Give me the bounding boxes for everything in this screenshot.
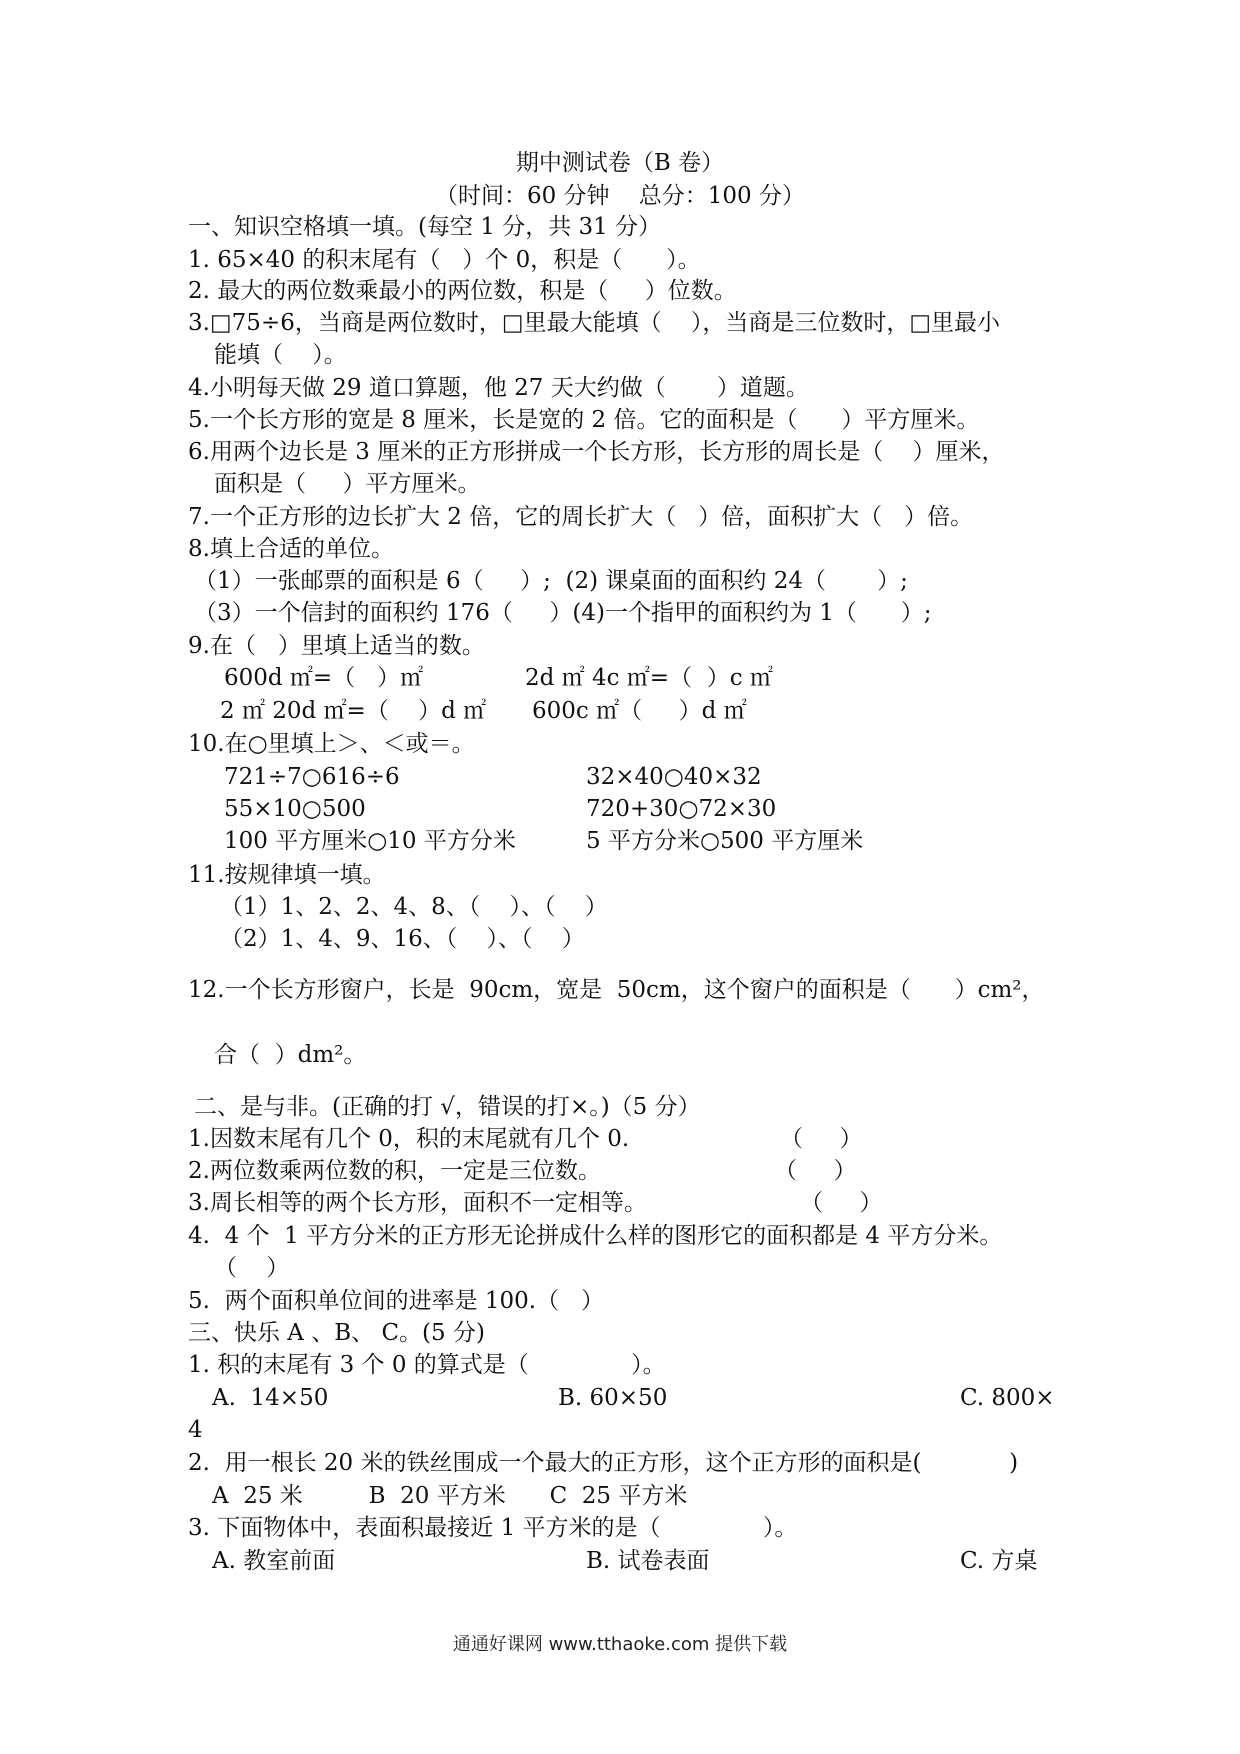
question-1-6: 6.用两个边长是 3 厘米的正方形拼成一个长方形，长方形的周长是（ ）厘米， — [188, 439, 1005, 465]
option-3-1-c: C. 800× — [960, 1385, 1055, 1411]
option-3-1-b: B. 60×50 — [558, 1385, 668, 1411]
question-1-9-a: 600d ㎡=（ ）㎡ — [224, 665, 424, 691]
question-1-9-d: 600c ㎡（ ）d ㎡ — [532, 698, 747, 724]
question-3-2: 2. 用一根长 20 米的铁丝围成一个最大的正方形，这个正方形的面积是( ) — [188, 1450, 1019, 1476]
question-1-10: 10.在○里填上＞、＜或＝。 — [188, 731, 475, 757]
question-1-7: 7.一个正方形的边长扩大 2 倍，它的周长扩大（ ）倍，面积扩大（ ）倍。 — [188, 504, 974, 530]
page-footer: 通通好课网 www.tthaoke.com 提供下载 — [452, 1634, 788, 1655]
question-1-8-row2: （3）一个信封的面积约 176（ ）(4)一个指甲的面积约为 1（ ）; — [194, 600, 932, 626]
question-1-1: 1. 65×40 的积末尾有（ ）个 0，积是（ ）。 — [188, 247, 701, 273]
question-1-3: 3.□75÷6，当商是两位数时，□里最大能填（ ），当商是三位数时，□里最小 — [188, 310, 1001, 336]
question-2-4-cont: （ ） — [214, 1255, 290, 1281]
page-subtitle: （时间：60 分钟 总分：100 分） — [434, 183, 806, 209]
question-1-8: 8.填上合适的单位。 — [188, 536, 394, 562]
question-1-9-b: 2d ㎡ 4c ㎡=（ ）c ㎡ — [525, 665, 773, 691]
question-2-3: 3.周长相等的两个长方形，面积不一定相等。 — [188, 1190, 647, 1216]
option-3-3-b: B. 试卷表面 — [586, 1548, 710, 1574]
option-3-1-c-cont: 4 — [188, 1417, 203, 1443]
question-1-10-d: 720+30○72×30 — [586, 796, 777, 822]
question-2-5: 5. 两个面积单位间的进率是 100.（ ） — [188, 1288, 605, 1314]
question-1-5: 5.一个长方形的宽是 8 厘米，长是宽的 2 倍。它的面积是（ ）平方厘米。 — [188, 407, 980, 433]
section1-heading: 一、知识空格填一填。(每空 1 分，共 31 分） — [188, 214, 662, 240]
section3-heading: 三、快乐 A 、B、 C。(5 分) — [188, 1320, 485, 1346]
options-3-2: A 25 米 B 20 平方米 C 25 平方米 — [212, 1483, 688, 1509]
question-1-10-c: 55×10○500 — [224, 796, 366, 822]
option-3-3-a: A. 教室前面 — [212, 1548, 336, 1574]
question-1-10-a: 721÷7○616÷6 — [224, 764, 400, 790]
question-1-10-b: 32×40○40×32 — [586, 764, 762, 790]
question-1-4: 4.小明每天做 29 道口算题，他 27 天大约做（ ）道题。 — [188, 375, 809, 401]
answer-parens-2-3: （ ） — [800, 1190, 883, 1216]
question-3-3: 3. 下面物体中，表面积最接近 1 平方米的是（ ）。 — [188, 1515, 798, 1541]
question-1-11-1: （1）1、2、2、4、8、（ ）、（ ） — [220, 894, 608, 920]
question-2-4: 4. 4 个 1 平方分米的正方形无论拼成什么样的图形它的面积都是 4 平方分米。 — [188, 1223, 1003, 1249]
section2-heading: 二、是与非。(正确的打 √，错误的打×。)（5 分） — [194, 1094, 701, 1120]
page-title: 期中测试卷（B 卷） — [515, 150, 725, 176]
answer-parens-2-1: （ ） — [780, 1126, 863, 1152]
question-1-9: 9.在（ ）里填上适当的数。 — [188, 633, 485, 659]
question-1-6-cont: 面积是（ ）平方厘米。 — [214, 471, 481, 497]
question-1-9-c: 2 ㎡ 20d ㎡=（ ）d ㎡ — [220, 698, 487, 724]
answer-parens-2-2: （ ） — [774, 1158, 857, 1184]
option-3-3-c: C. 方桌 — [960, 1548, 1038, 1574]
question-2-2: 2.两位数乘两位数的积，一定是三位数。 — [188, 1158, 601, 1184]
question-1-10-f: 5 平方分米○500 平方厘米 — [586, 828, 864, 854]
question-1-8-row1: （1）一张邮票的面积是 6（ ）; (2) 课桌面的面积约 24（ ）; — [194, 568, 908, 594]
question-1-11: 11.按规律填一填。 — [188, 862, 386, 888]
question-3-1: 1. 积的末尾有 3 个 0 的算式是（ ）。 — [188, 1352, 666, 1378]
question-1-3-cont: 能填（ ）。 — [214, 342, 347, 368]
question-1-10-e: 100 平方厘米○10 平方分米 — [224, 828, 516, 854]
question-2-1: 1.因数末尾有几个 0，积的末尾就有几个 0. — [188, 1126, 630, 1152]
question-1-11-2: （2）1、4、9、16、（ ）、（ ） — [220, 926, 585, 952]
question-1-12: 12.一个长方形窗户，长是 90cm，宽是 50cm，这个窗户的面积是（ ）cm²， — [188, 977, 1045, 1003]
question-1-2: 2. 最大的两位数乘最小的两位数，积是（ ）位数。 — [188, 278, 737, 304]
question-1-12-cont: 合（ ）dm²。 — [214, 1042, 367, 1068]
option-3-1-a: A. 14×50 — [212, 1385, 329, 1411]
